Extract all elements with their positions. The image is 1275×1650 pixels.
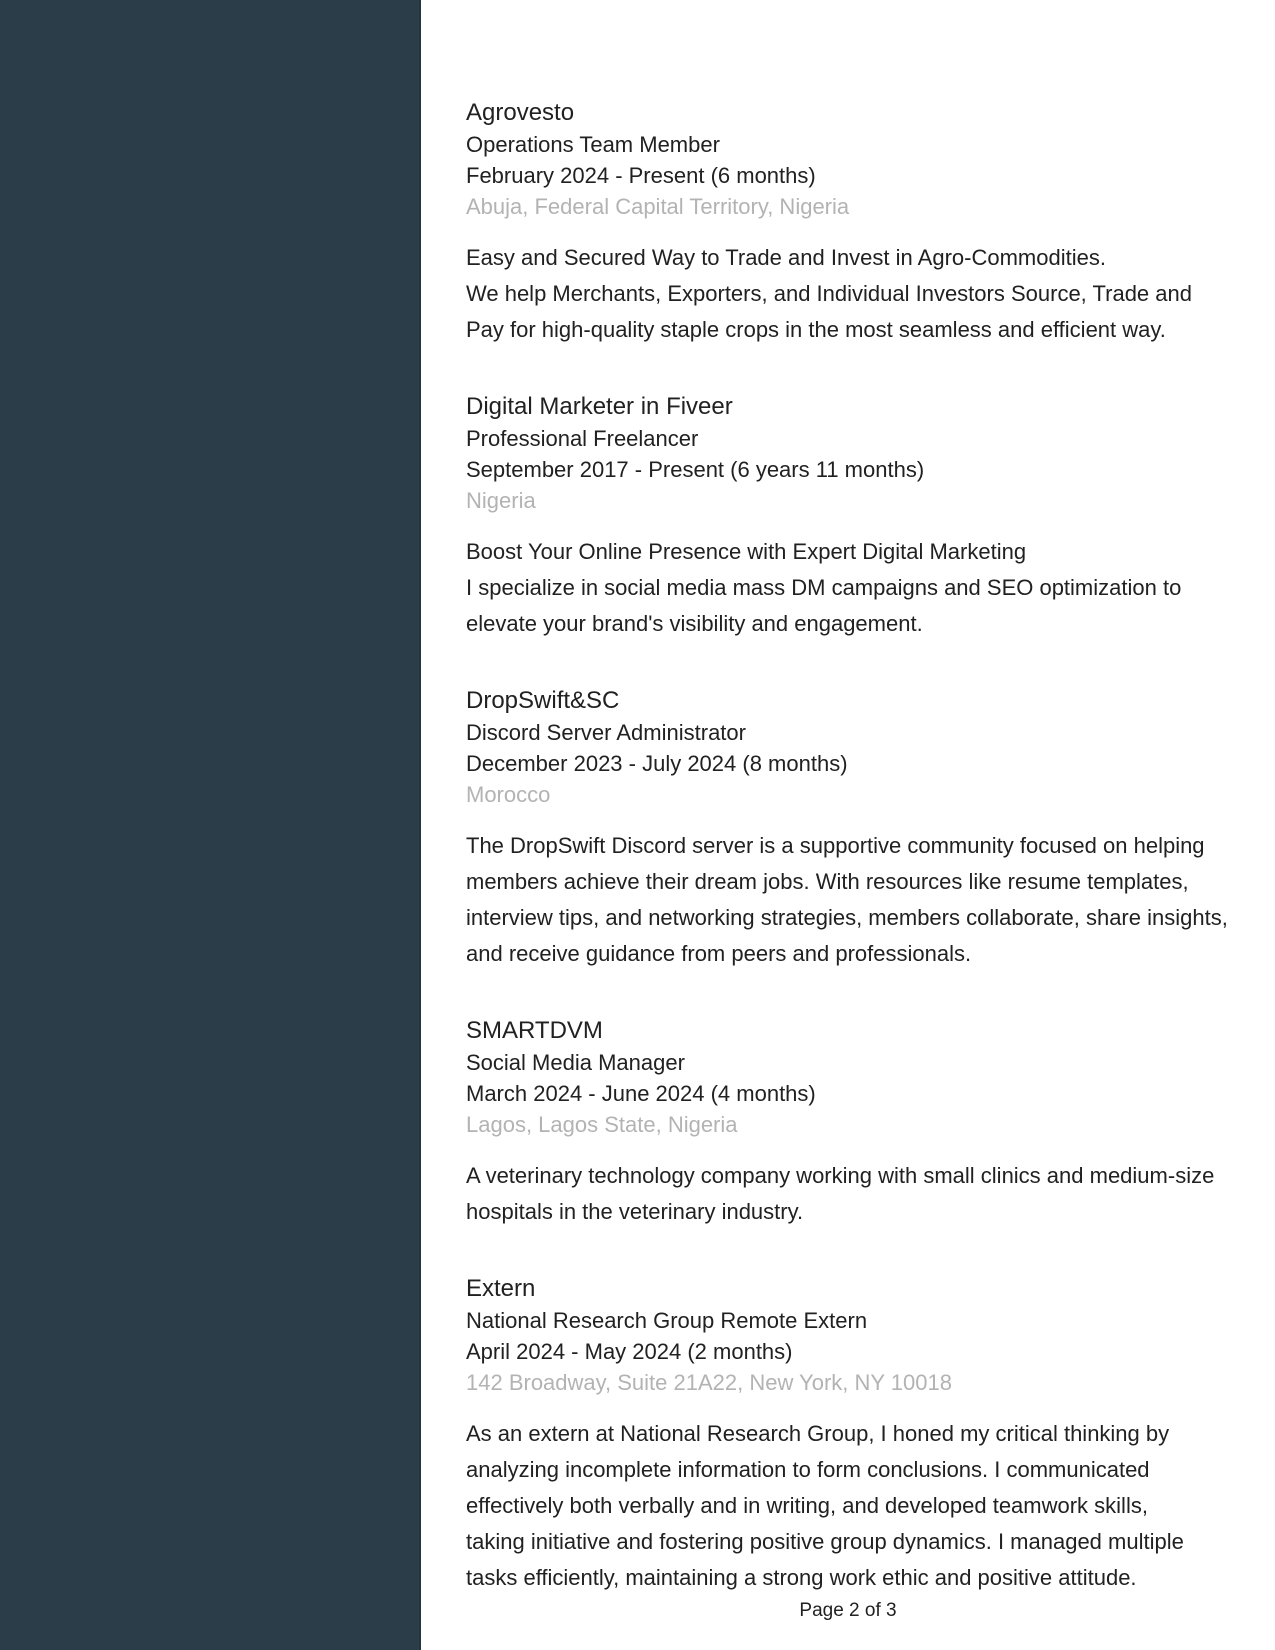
job-title: Professional Freelancer	[466, 426, 699, 451]
description-line: A veterinary technology company working with small clinics and medium-size	[466, 1163, 1215, 1188]
description-line: effectively both verbally and in writing, and developed teamwork skills,	[466, 1493, 1148, 1518]
description-line: hospitals in the veterinary industry.	[466, 1199, 804, 1224]
job-title: Operations Team Member	[466, 132, 720, 157]
company-name: SMARTDVM	[466, 1017, 603, 1044]
company-name: DropSwift&SC	[466, 687, 620, 714]
description-line: Boost Your Online Presence with Expert Digital Marketing	[466, 539, 1027, 564]
description-line: tasks efficiently, maintaining a strong work ethic and positive attitude.	[466, 1565, 1137, 1590]
date-range: December 2023 - July 2024 (8 months)	[466, 751, 848, 776]
job-location: 142 Broadway, Suite 21A22, New York, NY 10018	[466, 1370, 952, 1395]
description-line: interview tips, and networking strategies, members collaborate, share insights,	[466, 905, 1228, 930]
job-description	[466, 828, 1235, 972]
job-title: Discord Server Administrator	[466, 720, 746, 745]
job-location: Nigeria	[466, 488, 536, 513]
job-description	[466, 534, 1235, 642]
description-line: taking initiative and fostering positive group dynamics. I managed multiple	[466, 1529, 1184, 1554]
description-line: I specialize in social media mass DM campaigns and SEO optimization to	[466, 575, 1182, 600]
description-line: We help Merchants, Exporters, and Individual Investors Source, Trade and	[466, 281, 1192, 306]
experience-list	[466, 96, 1235, 1596]
description-line: As an extern at National Research Group, I honed my critical thinking by	[466, 1421, 1170, 1446]
job-description	[466, 1158, 1235, 1230]
page-number-footer: Page 2 of 3	[799, 1600, 897, 1621]
description-line: analyzing incomplete information to form conclusions. I communicated	[466, 1457, 1150, 1482]
job-title: Social Media Manager	[466, 1050, 685, 1075]
description-line: elevate your brand's visibility and engagement.	[466, 611, 923, 636]
description-line: Pay for high-quality staple crops in the most seamless and efficient way.	[466, 317, 1166, 342]
company-name: Extern	[466, 1275, 536, 1302]
company-name: Agrovesto	[466, 99, 575, 126]
job-location: Morocco	[466, 782, 551, 807]
experience-content	[421, 0, 1275, 1650]
company-name: Digital Marketer in Fiveer	[466, 393, 733, 420]
experience-entry	[466, 96, 1235, 348]
date-range: February 2024 - Present (6 months)	[466, 163, 816, 188]
description-line: Easy and Secured Way to Trade and Invest in Agro-Commodities.	[466, 245, 1106, 270]
experience-entry	[466, 1272, 1235, 1596]
experience-entry	[466, 684, 1235, 972]
job-description	[466, 240, 1235, 348]
job-title: National Research Group Remote Extern	[466, 1308, 868, 1333]
sidebar-panel	[0, 0, 421, 1650]
description-line: members achieve their dream jobs. With resources like resume templates,	[466, 869, 1189, 894]
date-range: April 2024 - May 2024 (2 months)	[466, 1339, 793, 1364]
job-description	[466, 1416, 1235, 1596]
description-line: and receive guidance from peers and professionals.	[466, 941, 972, 966]
job-location: Abuja, Federal Capital Territory, Nigeria	[466, 194, 850, 219]
experience-entry	[466, 390, 1235, 642]
date-range: March 2024 - June 2024 (4 months)	[466, 1081, 816, 1106]
date-range: September 2017 - Present (6 years 11 months)	[466, 457, 925, 482]
description-line: The DropSwift Discord server is a supportive community focused on helping	[466, 833, 1205, 858]
experience-entry	[466, 1014, 1235, 1230]
job-location: Lagos, Lagos State, Nigeria	[466, 1112, 738, 1137]
